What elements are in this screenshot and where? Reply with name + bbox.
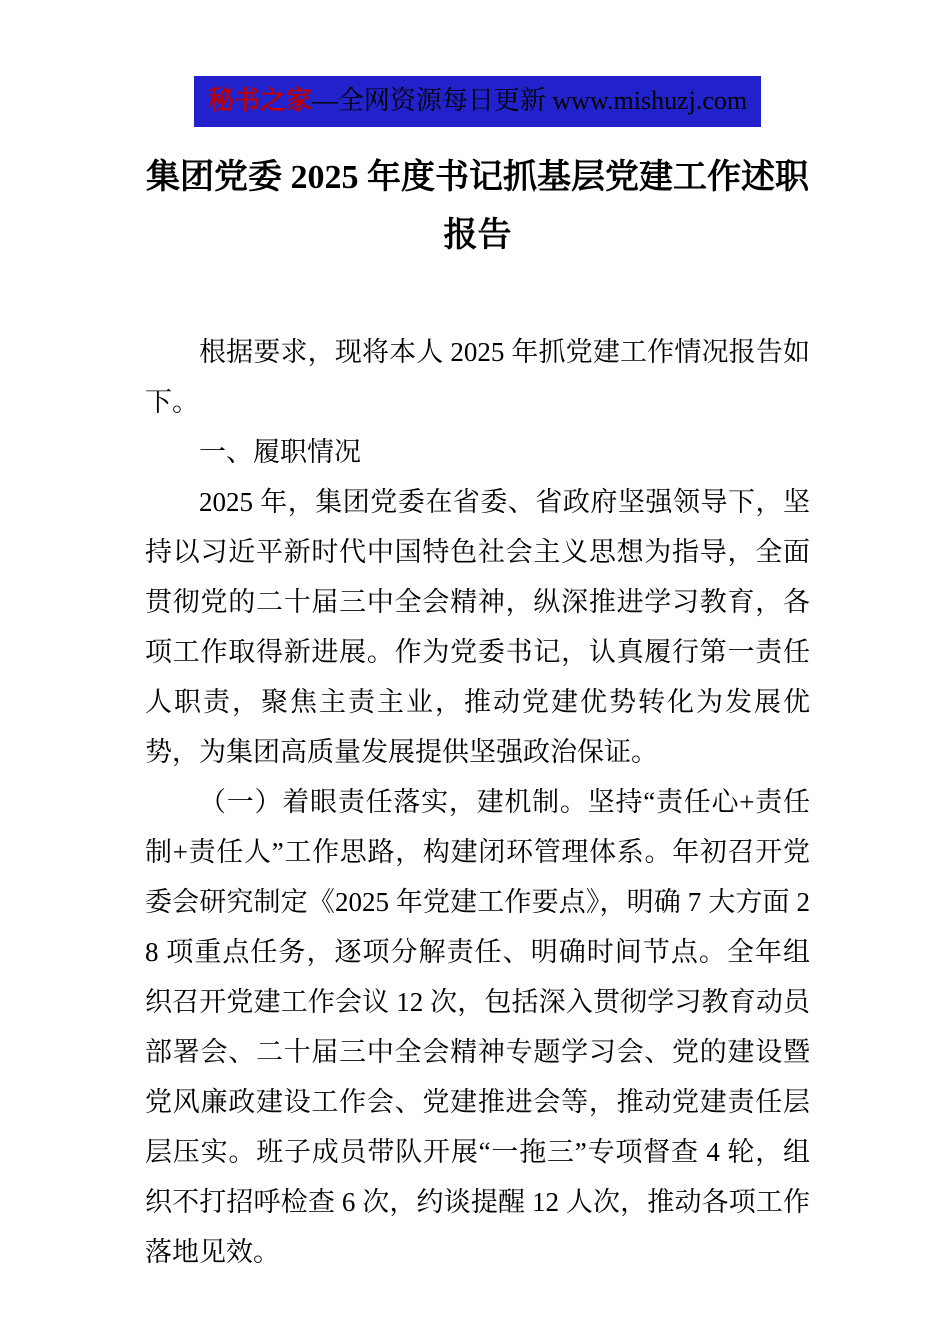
document-title: 集团党委 2025 年度书记抓基层党建工作述职报告 [146, 159, 809, 254]
section-heading-performance: 一、履职情况 [199, 436, 361, 467]
site-tagline: —全网资源每日更新 www.mishuzj.com [311, 86, 748, 115]
subsection-paragraph-responsibility: （一）着眼责任落实，建机制。坚持“责任心+责任制+责任人”工作思路，构建闭环管理体系。年初召开党委会研究制定《2025 年党建工作要点》，明确 7 大方面 28 项重点任务，逐项分解责任、明确时间节点。全年组织召开党建工作会议 12 次，包括深入贯彻学习教育动员部署会、二十届三中全会精神专题学习会、党的建设暨党风廉政建设工作会、党建推进会等，推动党建责任层层压实。班子成员带队开展“一拖三”专项督查 4 轮，组织不打招呼检查 6 次，约谈提醒 12 人次，推动各项工作落地见效。 [145, 786, 810, 1267]
document-body [145, 327, 810, 1277]
intro-paragraph: 根据要求，现将本人 2025 年抓党建工作情况报告如下。 [145, 336, 810, 417]
overview-paragraph: 2025 年，集团党委在省委、省政府坚强领导下，坚持以习近平新时代中国特色社会主义思想为指导，全面贯彻党的二十届三中全会精神，纵深推进学习教育，各项工作取得新进展。作为党委书记，认真履行第一责任人职责，聚焦主责主业，推动党建优势转化为发展优势，为集团高质量发展提供坚强政治保证。 [145, 486, 810, 767]
site-banner [194, 76, 761, 127]
site-brand: 秘书之家 [207, 86, 312, 115]
